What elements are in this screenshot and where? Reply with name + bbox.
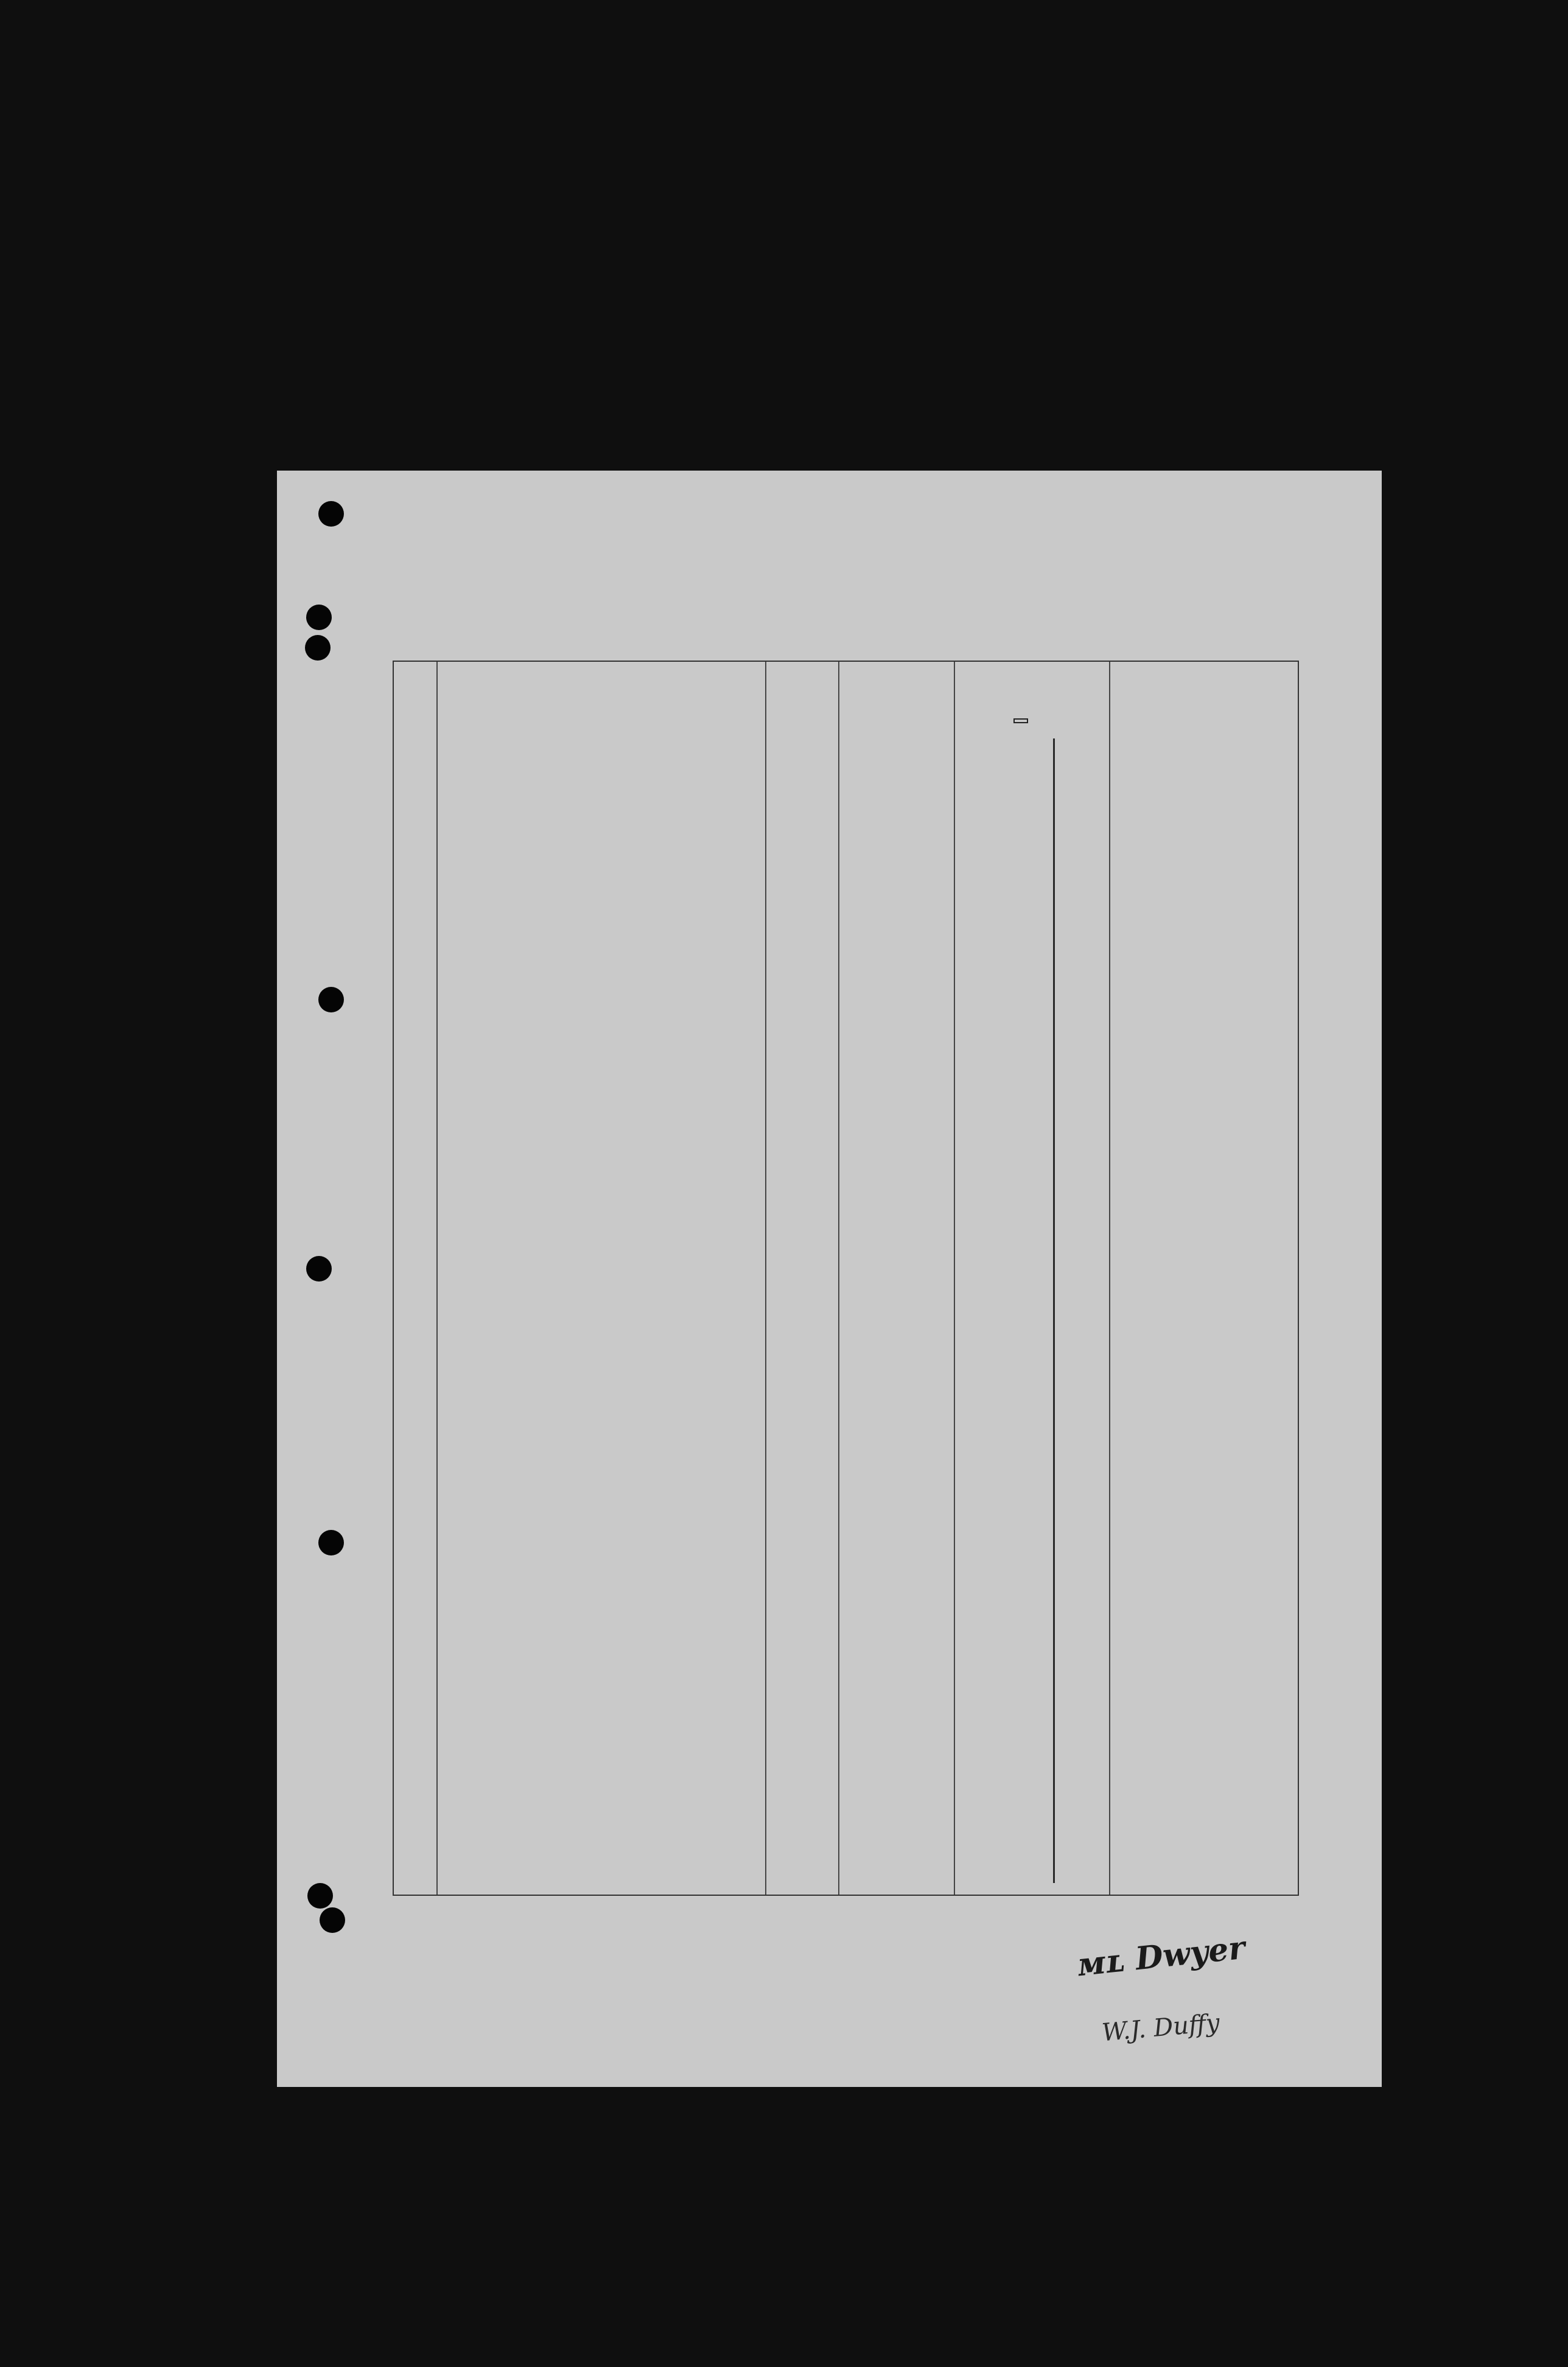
punch-hole <box>320 1907 345 1933</box>
punch-hole <box>307 1883 333 1909</box>
manifest-sheet <box>277 471 1382 2087</box>
us-citizen-stamp <box>1013 718 1028 723</box>
punch-hole <box>306 605 332 630</box>
punch-hole <box>318 501 344 527</box>
passenger-table <box>393 661 1299 1896</box>
punch-hole <box>318 1530 344 1555</box>
punch-hole <box>318 987 344 1012</box>
officer-check-line <box>1053 738 1055 1883</box>
punch-hole <box>305 635 331 661</box>
second-signature: W.J. Duffy <box>1101 2008 1221 2047</box>
punch-hole <box>306 1256 332 1282</box>
footer-totals <box>600 1898 667 1916</box>
inspector-signature: ᴍʟ Dwyer <box>1076 1929 1247 1984</box>
